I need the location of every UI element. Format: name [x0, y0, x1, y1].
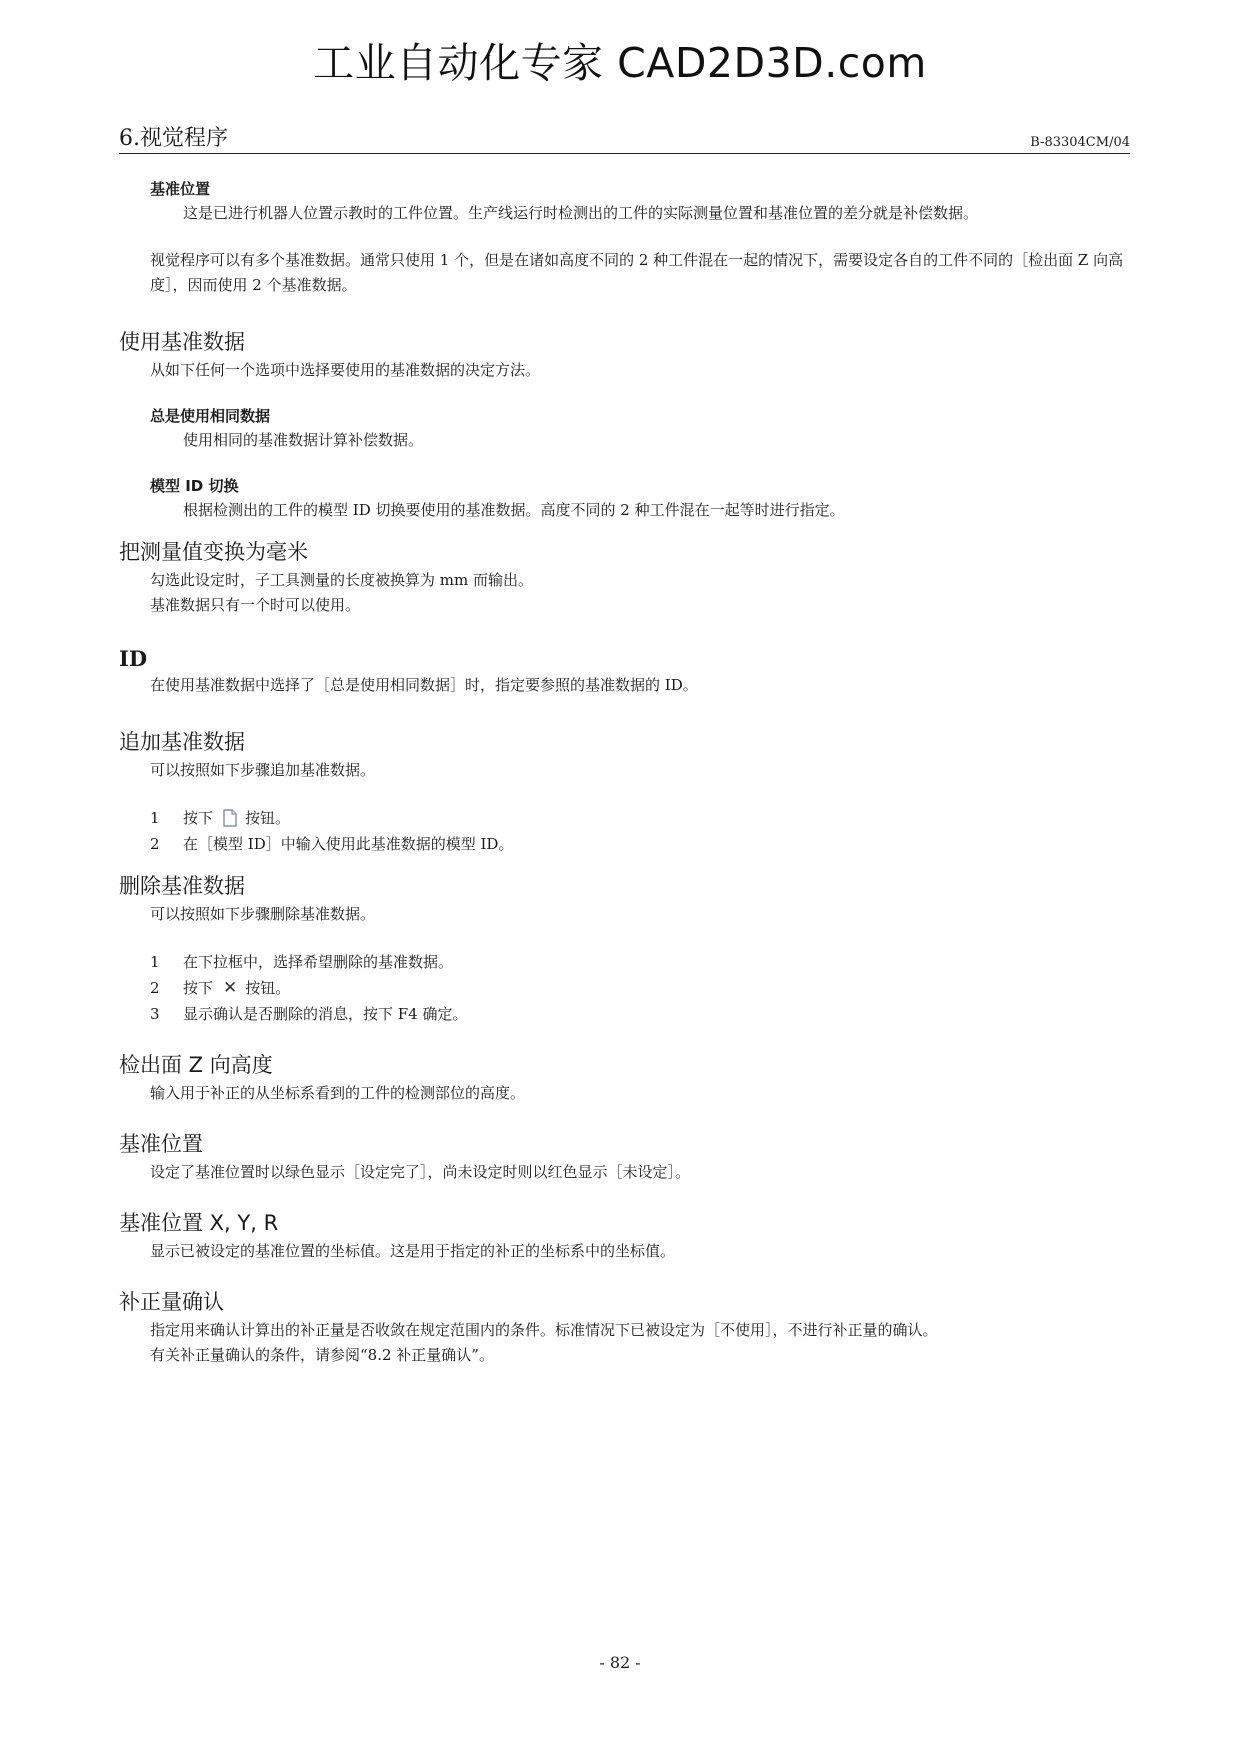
- reference-position-heading: 基准位置: [150, 180, 211, 198]
- reference-position-text: 这是已进行机器人位置示教时的工件位置。生产线运行时检测出的工件的实际测量位置和基准位置的差分就是补偿数据。: [183, 204, 979, 222]
- document-number: B-83304CM/04: [1030, 135, 1130, 150]
- option-always-same-heading: 总是使用相同数据: [150, 407, 271, 425]
- section-title-reference-position: 基准位置: [119, 1132, 203, 1156]
- section-title-convert-mm: 把测量值变换为毫米: [119, 540, 308, 564]
- page-header: [119, 124, 1130, 154]
- section-desc-reference-position: 设定了基准位置时以绿色显示［设定完了］，尚未设定时则以红色显示［未设定］。: [150, 1163, 691, 1181]
- section-title-reference-xyr: 基准位置 X, Y, R: [119, 1211, 279, 1235]
- site-banner: 工业自动化专家 CAD2D3D.com: [313, 39, 927, 87]
- page-number: - 82 -: [599, 1653, 641, 1672]
- section-desc-z-height: 输入用于补正的从坐标系看到的工件的检测部位的高度。: [150, 1084, 526, 1102]
- option-model-id-heading: 模型 ID 切换: [150, 477, 239, 495]
- multi-reference-text: 视觉程序可以有多个基准数据。通常只使用 1 个，但是在诸如高度不同的 2 种工件混在一起的情况下，需要设定各自的工件不同的［检出面 Z 向高度］，因而使用 2 个基准数据。: [150, 251, 1124, 294]
- convert-mm-line1: 勾选此设定时，子工具测量的长度被换算为 mm 而输出。: [150, 571, 533, 589]
- list-item: 3 显示确认是否删除的消息，按下 F4 确定。: [150, 1005, 468, 1023]
- section-title-delete-reference: 删除基准数据: [119, 874, 245, 898]
- add-reference-steps: [119, 805, 1131, 857]
- offset-check-line1: 指定用来确认计算出的补正量是否收敛在规定范围内的条件。标准情况下已被设定为［不使用］，不进行补正量的确认。: [150, 1321, 938, 1339]
- section-desc-id: 在使用基准数据中选择了［总是使用相同数据］时，指定要参照的基准数据的 ID。: [150, 676, 698, 694]
- chapter-title: 6.视觉程序: [119, 126, 228, 151]
- section-title-add-reference: 追加基准数据: [119, 730, 245, 754]
- list-item: 2 在［模型 ID］中输入使用此基准数据的模型 ID。: [150, 835, 514, 853]
- offset-check-line2: 有关补正量确认的条件，请参阅“8.2 补正量确认”。: [150, 1346, 494, 1364]
- new-document-icon: [223, 809, 237, 827]
- list-item: 1 按下 按钮。: [150, 809, 291, 827]
- section-desc-reference-xyr: 显示已被设定的基准位置的坐标值。这是用于指定的补正的坐标系中的坐标值。: [150, 1242, 676, 1260]
- list-item: 1 在下拉框中，选择希望删除的基准数据。: [150, 953, 454, 971]
- section-title-use-reference: 使用基准数据: [119, 330, 245, 354]
- delete-x-icon: ✕: [223, 978, 238, 998]
- section-title-id: ID: [119, 646, 148, 671]
- section-desc-delete-reference: 可以按照如下步骤删除基准数据。: [150, 905, 376, 923]
- page-content: [119, 178, 1131, 1368]
- section-desc-use-reference: 从如下任何一个选项中选择要使用的基准数据的决定方法。: [150, 361, 541, 379]
- option-always-same-text: 使用相同的基准数据计算补偿数据。: [183, 431, 424, 449]
- convert-mm-line2: 基准数据只有一个时可以使用。: [150, 596, 361, 614]
- section-title-offset-check: 补正量确认: [119, 1290, 224, 1314]
- delete-reference-steps: [119, 949, 1131, 1027]
- option-model-id-text: 根据检测出的工件的模型 ID 切换要使用的基准数据。高度不同的 2 种工件混在一起等时进行指定。: [183, 501, 845, 519]
- section-title-z-height: 检出面 Z 向高度: [119, 1053, 273, 1077]
- list-item: 2 按下 ✕ 按钮。: [150, 975, 1131, 1001]
- section-desc-add-reference: 可以按照如下步骤追加基准数据。: [150, 761, 376, 779]
